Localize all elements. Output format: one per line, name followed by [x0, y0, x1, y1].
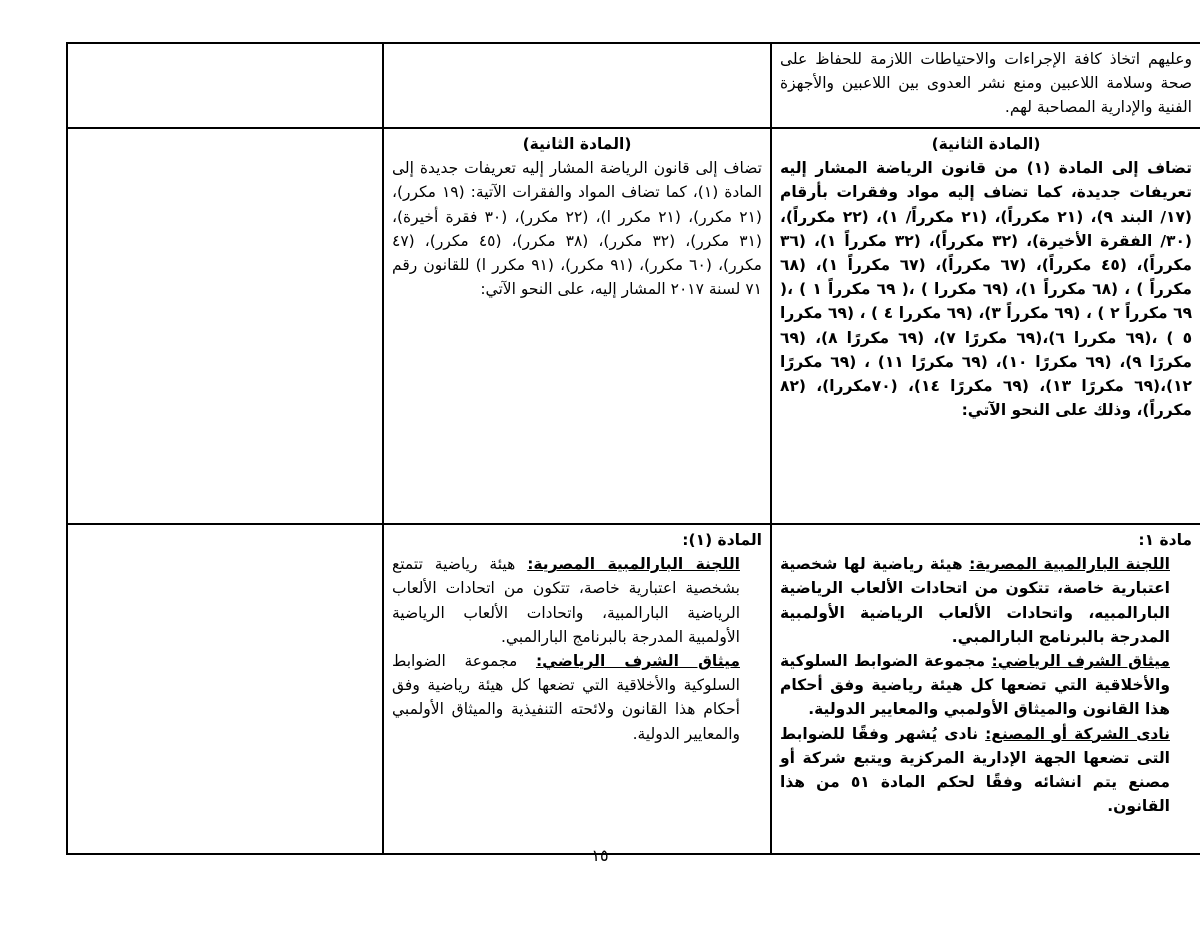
cell-empty-top-middle	[383, 43, 771, 128]
term-label: ميثاق الشرف الرياضي:	[535, 652, 740, 671]
article2-final-text: تضاف إلى المادة (١) من قانون الرياضة المشار إليه تعريفات جديدة، كما تضاف إليه مواد وفقرات بأرقام (١٧/ البند ٩)، (٢١ مكرراً)، (٢١ مكرراً/ ١)، (٢٢ مكرراً)، (٣٠/ الفقرة الأخيرة)، (٣٢ مكرراً)، (٣٢ مكرراً ١)، (٣٦ مكرراً)، (٤٥ مكرراً)، (٦٧ مكرراً)، (٦٧ مكرراً ١)، (٦٨ مكرراً ) ، (٦٨ مكرراً ١)، (٦٩ مكررا ) ،( ٦٩ مكرراً ١ ) ،( ٦٩ مكرراً ٢ ) ، (٦٩ مكرراً ٣)، (٦٩ مكررا ٤ ) ، (٦٩ مكررا ٥ ) ،(٦٩ مكررا ٦)،(٦٩ مكررًا ٧)، (٦٩ مكررًا ٨)، (٦٩ مكررًا ٩)، (٦٩ مكررًا ١٠)، (٦٩ مكررًا ١١) ، (٦٩ مكررًا ١٢)،(٦٩ مكررًا ١٣)، (٦٩ مكررًا ١٤)، (٧٠مكررا)، (٨٢ مكرراً)، وذلك على النحو الآتي:	[780, 159, 1193, 420]
definition-text: مجموعة الضوابط السلوكية والأخلاقية التي تضعها كل هيئة رياضية وفق أحكام هذا القانون والميثاق الأولمبي والمعايير الدولية.	[780, 652, 1170, 719]
definition-company-club	[780, 722, 1192, 819]
article1-proposed-heading: المادة (١):	[682, 531, 762, 549]
definition-text: هيئة رياضية لها شخصية اعتبارية خاصة، تتكون من اتحادات الألعاب الرياضية البارالمبيه، واتحادات الألعاب الرياضية الأولمبية المدرجة بالبرنامج البارالمبي.	[780, 555, 1170, 646]
table-row	[67, 128, 1200, 524]
term-label: نادى الشركة أو المصنع:	[985, 724, 1170, 743]
definition-text: هيئة رياضية تتمتع بشخصية اعتبارية خاصة، تتكون من اتحادات الألعاب الرياضية البارالمبية، واتحادات الألعاب الرياضية الأولمبية المدرجة بالبرنامج البارالمبي.	[392, 555, 740, 646]
page-number: ١٥	[591, 846, 609, 865]
article2-proposed-heading: (المادة الثانية)	[522, 135, 632, 153]
cell-article1-proposed	[383, 524, 771, 854]
table-row	[67, 524, 1200, 854]
article2-final-heading: (المادة الثانية)	[931, 135, 1041, 153]
table-row	[67, 43, 1200, 128]
article1-final-heading: مادة ١:	[1138, 531, 1192, 549]
cell-article2-final	[771, 128, 1200, 524]
article2-proposed-text: تضاف إلى قانون الرياضة المشار إليه تعريفات جديدة إلى المادة (١)، كما تضاف المواد والفقرات الآتية: (١٩ مكرر)، (٢١ مكرر)، (٢١ مكرر ا)، (٢٢ مكرر)، (٣٠ فقرة أخيرة)، (٣١ مكرر)، (٣٢ مكرر)، (٣٨ مكرر)، (٤٥ مكرر)، (٤٧ مكرر)، (٦٠ مكرر)، (٩١ مكرر)، (٩١ مكرر ا) للقانون رقم ٧١ لسنة ٢٠١٧ المشار إليه، على النحو الآتي:	[392, 159, 762, 299]
definition-text: نادى يُشهر وفقًا للضوابط التى تضعها الجهة الإدارية المركزية ويتبع شركة أو مصنع يتم انشائه وفقًا لحكم المادة ٥١ من هذا القانون.	[780, 724, 1170, 816]
definition-sports-honor-charter	[780, 649, 1192, 722]
definition-paralympic-committee	[392, 552, 762, 649]
cell-article2-proposed	[383, 128, 771, 524]
definition-paralympic-committee	[780, 552, 1192, 649]
term-label: ميثاق الشرف الرياضي:	[991, 652, 1170, 671]
definition-text: مجموعة الضوابط السلوكية والأخلاقية التي تضعها كل هيئة رياضية وفق أحكام هذا القانون ولائحته التنفيذية والميثاق الأولمبي والمعايير الدولية.	[392, 652, 740, 743]
definition-sports-honor-charter	[392, 649, 762, 746]
continuation-paragraph: وعليهم اتخاذ كافة الإجراءات والاحتياطات اللازمة للحفاظ على صحة وسلامة اللاعبين ومنع نشر العدوى بين اللاعبين والأجهزة الفنية والإدارية المصاحبة لهم.	[780, 50, 1192, 117]
term-label: اللجنة البارالمبية المصرية:	[527, 555, 740, 574]
cell-continuation-text	[771, 43, 1200, 128]
term-label: اللجنة البارالمبية المصرية:	[969, 555, 1170, 574]
cell-empty-top-left	[67, 43, 383, 128]
cell-empty-bottom-left	[67, 524, 383, 854]
comparison-table	[66, 42, 1200, 855]
cell-empty-middle-left	[67, 128, 383, 524]
cell-article1-final	[771, 524, 1200, 854]
